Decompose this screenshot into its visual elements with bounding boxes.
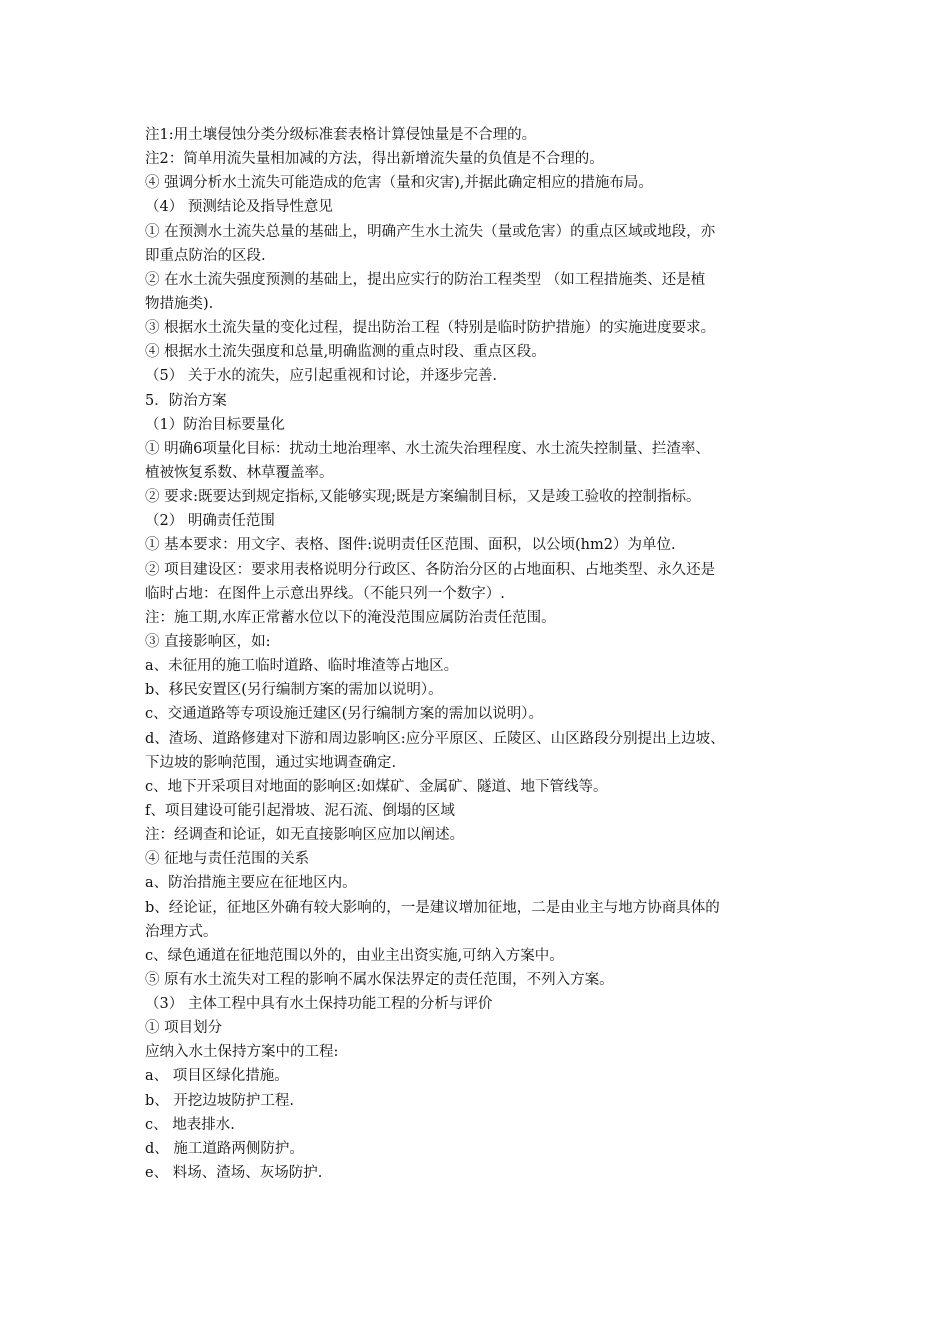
document-body [145, 123, 825, 1185]
list-item: a、防治措施主要应在征地区内。 [145, 875, 357, 892]
list-item: c、交通道路等专项设施迁建区(另行编制方案的需加以说明）。 [145, 706, 544, 723]
list-item: e、 料场、渣场、灰场防护. [145, 1165, 323, 1182]
list-item: c、地下开采项目对地面的影响区:如煤矿、金属矿、隧道、地下管线等。 [145, 778, 608, 795]
list-item: 下边坡的影响范围，通过实地调查确定. [145, 754, 397, 771]
text-line: 应纳入水土保持方案中的工程: [145, 1044, 339, 1061]
list-item: b、经论证，征地区外确有较大影响的，一是建议增加征地，二是由业主与地方协商具体的 [145, 899, 720, 916]
text-line: ③ 根据水土流失量的变化过程，提出防治工程（特别是临时防护措施）的实施进度要求。 [145, 320, 716, 337]
section-heading: （5） 关于水的流失，应引起重视和讨论，并逐步完善. [145, 368, 497, 385]
text-line: ① 在预测水土流失总量的基础上，明确产生水土流失（量或危害）的重点区域或地段，亦 [145, 223, 716, 240]
list-item: 治理方式。 [145, 923, 218, 940]
section-heading: （1）防治目标要量化 [145, 416, 285, 433]
list-item: c、 地表排水. [145, 1116, 235, 1133]
text-line: ④ 强调分析水土流失可能造成的危害（量和灾害),并据此确定相应的措施布局。 [145, 175, 653, 192]
list-item: b、移民安置区(另行编制方案的需加以说明）。 [145, 682, 443, 699]
text-line: ② 在水土流失强度预测的基础上，提出应实行的防治工程类型 （如工程措施类、还是植 [145, 271, 706, 288]
text-line: ② 项目建设区：要求用表格说明分行政区、各防治分区的占地面积、占地类型、永久还是 [145, 561, 716, 578]
list-item: a、 项目区绿化措施。 [145, 1068, 289, 1085]
text-line: ④ 根据水土流失强度和总量,明确监测的重点时段、重点区段。 [145, 344, 546, 361]
text-line: ⑤ 原有水土流失对工程的影响不属水保法界定的责任范围，不列入方案。 [145, 971, 614, 988]
note-1-line: 注1:用土壤侵蚀分类分级标准套表格计算侵蚀量是不合理的。 [145, 127, 537, 143]
text-line: ① 项目划分 [145, 1020, 223, 1037]
text-line: 植被恢复系数、林草覆盖率。 [145, 464, 334, 481]
chapter-heading: 5．防治方案 [145, 392, 227, 409]
text-line: ④ 征地与责任范围的关系 [145, 851, 310, 868]
list-item: f、项目建设可能引起滑坡、泥石流、倒塌的区域 [145, 802, 455, 819]
text-line: 物措施类). [145, 295, 214, 312]
note-line: 注：经调查和论证，如无直接影响区应加以阐述。 [145, 827, 464, 844]
section-heading: （4） 预测结论及指导性意见 [145, 199, 333, 216]
list-item: b、 开挖边坡防护工程. [145, 1092, 294, 1109]
list-item: c、绿色通道在征地范围以外的，由业主出资实施,可纳入方案中。 [145, 947, 564, 964]
list-item: d、 施工道路两侧防护。 [145, 1140, 304, 1157]
section-heading: （3） 主体工程中具有水土保持功能工程的分析与评价 [145, 996, 493, 1013]
text-line: ① 基本要求：用文字、表格、图件:说明责任区范围、面积，以公顷(hm2）为单位. [145, 537, 676, 554]
text-line: 即重点防治的区段. [145, 247, 266, 264]
text-line: ② 要求:既要达到规定指标,又能够实现;既是方案编制目标，又是竣工验收的控制指标。 [145, 489, 701, 506]
section-heading: （2） 明确责任范围 [145, 513, 275, 530]
list-item: d、渣场、道路修建对下游和周边影响区:应分平原区、丘陵区、山区路段分别提出上边坡、 [145, 730, 725, 747]
text-line: ① 明确6项量化目标：扰动土地治理率、水土流失治理程度、水土流失控制量、拦渣率、 [145, 440, 710, 457]
note-2-line: 注2：简单用流失量相加减的方法，得出新增流失量的负值是不合理的。 [145, 151, 604, 168]
note-line: 注：施工期,水库正常蓄水位以下的淹没范围应属防治责任范围。 [145, 609, 556, 626]
text-line: ③ 直接影响区，如: [145, 633, 271, 650]
text-line: 临时占地：在图件上示意出界线。（不能只列一个数字）. [145, 585, 505, 602]
list-item: a、未征用的施工临时道路、临时堆渣等占地区。 [145, 658, 459, 675]
